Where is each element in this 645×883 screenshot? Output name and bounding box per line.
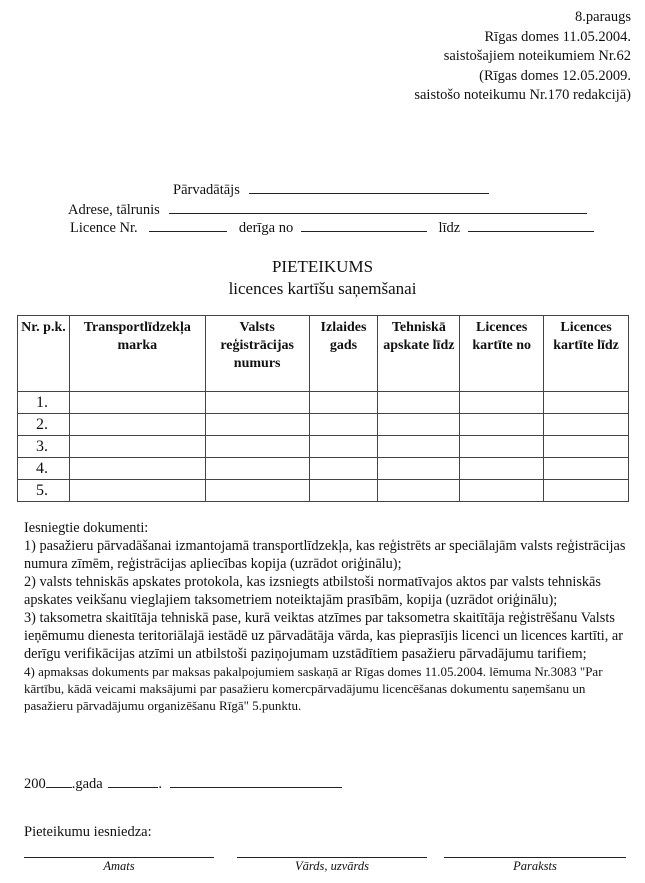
- name-signature-field[interactable]: [237, 857, 427, 874]
- day-input-line[interactable]: [108, 774, 158, 788]
- signature-caption: Paraksts: [513, 859, 557, 873]
- table-header-row: [18, 316, 629, 392]
- date-dot: .: [158, 776, 162, 792]
- document-item: 1) pasažieru pārvadāšanai izmantojamā transportlīdzekļa, kas reģistrēts ar speciālajām valsts reģistrācijas numura zīmēm, reģistrācijas apliecības kopija (uzrādot oriģinālu);: [24, 538, 626, 572]
- table-cell[interactable]: [69, 480, 205, 502]
- column-header: Transportlīdzekļa marka: [69, 316, 205, 392]
- licence-row: [70, 218, 594, 237]
- carrier-input-line[interactable]: [249, 180, 489, 194]
- table-cell[interactable]: [544, 480, 629, 502]
- address-label: Adrese, tālrunis: [68, 202, 160, 218]
- header-line: Rīgas domes 11.05.2004.: [484, 28, 631, 45]
- header-line: saistošo noteikumu Nr.170 redakcijā): [414, 87, 631, 103]
- table-cell[interactable]: [378, 414, 460, 436]
- table-cell[interactable]: [205, 414, 309, 436]
- table-row: [18, 458, 629, 480]
- position-caption: Amats: [103, 859, 135, 873]
- column-header: Valsts reģistrācijas numurs: [205, 316, 309, 392]
- table-cell[interactable]: [205, 458, 309, 480]
- header-line: 8.paraugs: [575, 9, 631, 25]
- column-header: Licences kartīte no: [460, 316, 544, 392]
- table-cell[interactable]: [309, 392, 378, 414]
- table-cell[interactable]: [544, 392, 629, 414]
- table-cell[interactable]: [460, 436, 544, 458]
- table-cell[interactable]: [205, 436, 309, 458]
- table-cell[interactable]: [544, 436, 629, 458]
- gada-text: .gada: [71, 776, 103, 792]
- valid-from-line[interactable]: [301, 218, 427, 232]
- date-line: [24, 774, 342, 793]
- table-cell[interactable]: [460, 480, 544, 502]
- table-cell[interactable]: [309, 480, 378, 502]
- until-label: līdz: [438, 220, 461, 236]
- documents-heading: Iesniegtie dokumenti:: [24, 520, 149, 536]
- submitter-label: Pieteikumu iesniedza:: [24, 824, 152, 840]
- header-line: saistošajiem noteikumiem Nr.62: [443, 48, 631, 64]
- row-number: 1.: [18, 392, 70, 414]
- year-prefix: 200: [24, 776, 46, 792]
- header-line: (Rīgas domes 12.05.2009.: [479, 67, 631, 84]
- signature-field[interactable]: [444, 857, 626, 874]
- row-number: 5.: [18, 480, 70, 502]
- table-cell[interactable]: [309, 458, 378, 480]
- table-cell[interactable]: [69, 414, 205, 436]
- table-row: [18, 436, 629, 458]
- column-header: Tehniskā apskate līdz: [378, 316, 460, 392]
- table-row: [18, 392, 629, 414]
- submitted-documents: [24, 519, 629, 714]
- table-cell[interactable]: [460, 392, 544, 414]
- year-input-line[interactable]: [46, 774, 72, 788]
- table-cell[interactable]: [69, 436, 205, 458]
- column-header: Nr. p.k.: [18, 316, 70, 392]
- table-cell[interactable]: [378, 458, 460, 480]
- table-cell[interactable]: [69, 392, 205, 414]
- form-title: PIETEIKUMS: [271, 257, 374, 276]
- table-cell[interactable]: [544, 458, 629, 480]
- table-cell[interactable]: [309, 414, 378, 436]
- table-cell[interactable]: [309, 436, 378, 458]
- vehicle-table: [17, 315, 629, 502]
- table-row: [18, 414, 629, 436]
- carrier-row: [173, 180, 489, 199]
- column-header: Izlaides gads: [309, 316, 378, 392]
- month-input-line[interactable]: [170, 774, 342, 788]
- table-row: [18, 480, 629, 502]
- table-cell[interactable]: [460, 458, 544, 480]
- row-number: 2.: [18, 414, 70, 436]
- name-caption: Vārds, uzvārds: [294, 859, 370, 873]
- table-cell[interactable]: [460, 414, 544, 436]
- table-cell[interactable]: [378, 392, 460, 414]
- table-cell[interactable]: [378, 480, 460, 502]
- document-item: 3) taksometra skaitītāja tehniskā pase, kurā veiktas atzīmes par taksometra skaitītāja reģistrēšanu Valsts ieņēmumu dienesta teritoriālajā iestādē uz pārvadātāja vārda, kas pieprasījis licenci un licences kartīti, ar derīgu verifikācijas atzīmi un atbilstoši paziņojumam uzstādītiem pasažieru pārvadājumu tarifiem;: [24, 610, 624, 662]
- document-item: 2) valsts tehniskās apskates protokola, kas izsniegts atbilstoši normatīvajos aktos par valsts tehniskās apskates veikšanu vieglajiem taksometriem noteiktajām prasībām, kopija (uzrādot oriģinālu);: [24, 574, 601, 608]
- row-number: 3.: [18, 436, 70, 458]
- table-cell[interactable]: [544, 414, 629, 436]
- licence-label: Licence Nr.: [70, 220, 138, 236]
- column-header: Licences kartīte līdz: [544, 316, 629, 392]
- form-subtitle: licences kartīšu saņemšanai: [228, 279, 417, 298]
- address-input-line[interactable]: [169, 200, 587, 214]
- document-item: 4) apmaksas dokuments par maksas pakalpojumiem saskaņā ar Rīgas domes 11.05.2004. lēmuma Nr.3083 "Par kārtību, kādā veicami maksājumi par pasažieru komercpārvadājumu licencēšanas dokumentu saņemšanu un pasažieru pārvadājumu organizēšanu Rīgā" 5.punktu.: [24, 664, 603, 713]
- until-line[interactable]: [468, 218, 594, 232]
- document-header: [414, 8, 631, 106]
- row-number: 4.: [18, 458, 70, 480]
- table-cell[interactable]: [205, 392, 309, 414]
- licence-number-line[interactable]: [149, 218, 227, 232]
- table-cell[interactable]: [378, 436, 460, 458]
- valid-from-label: derīga no: [238, 220, 294, 236]
- address-row: [68, 200, 587, 219]
- table-cell[interactable]: [69, 458, 205, 480]
- position-signature-field[interactable]: [24, 857, 214, 874]
- carrier-label: Pārvadātājs: [173, 182, 240, 198]
- table-cell[interactable]: [205, 480, 309, 502]
